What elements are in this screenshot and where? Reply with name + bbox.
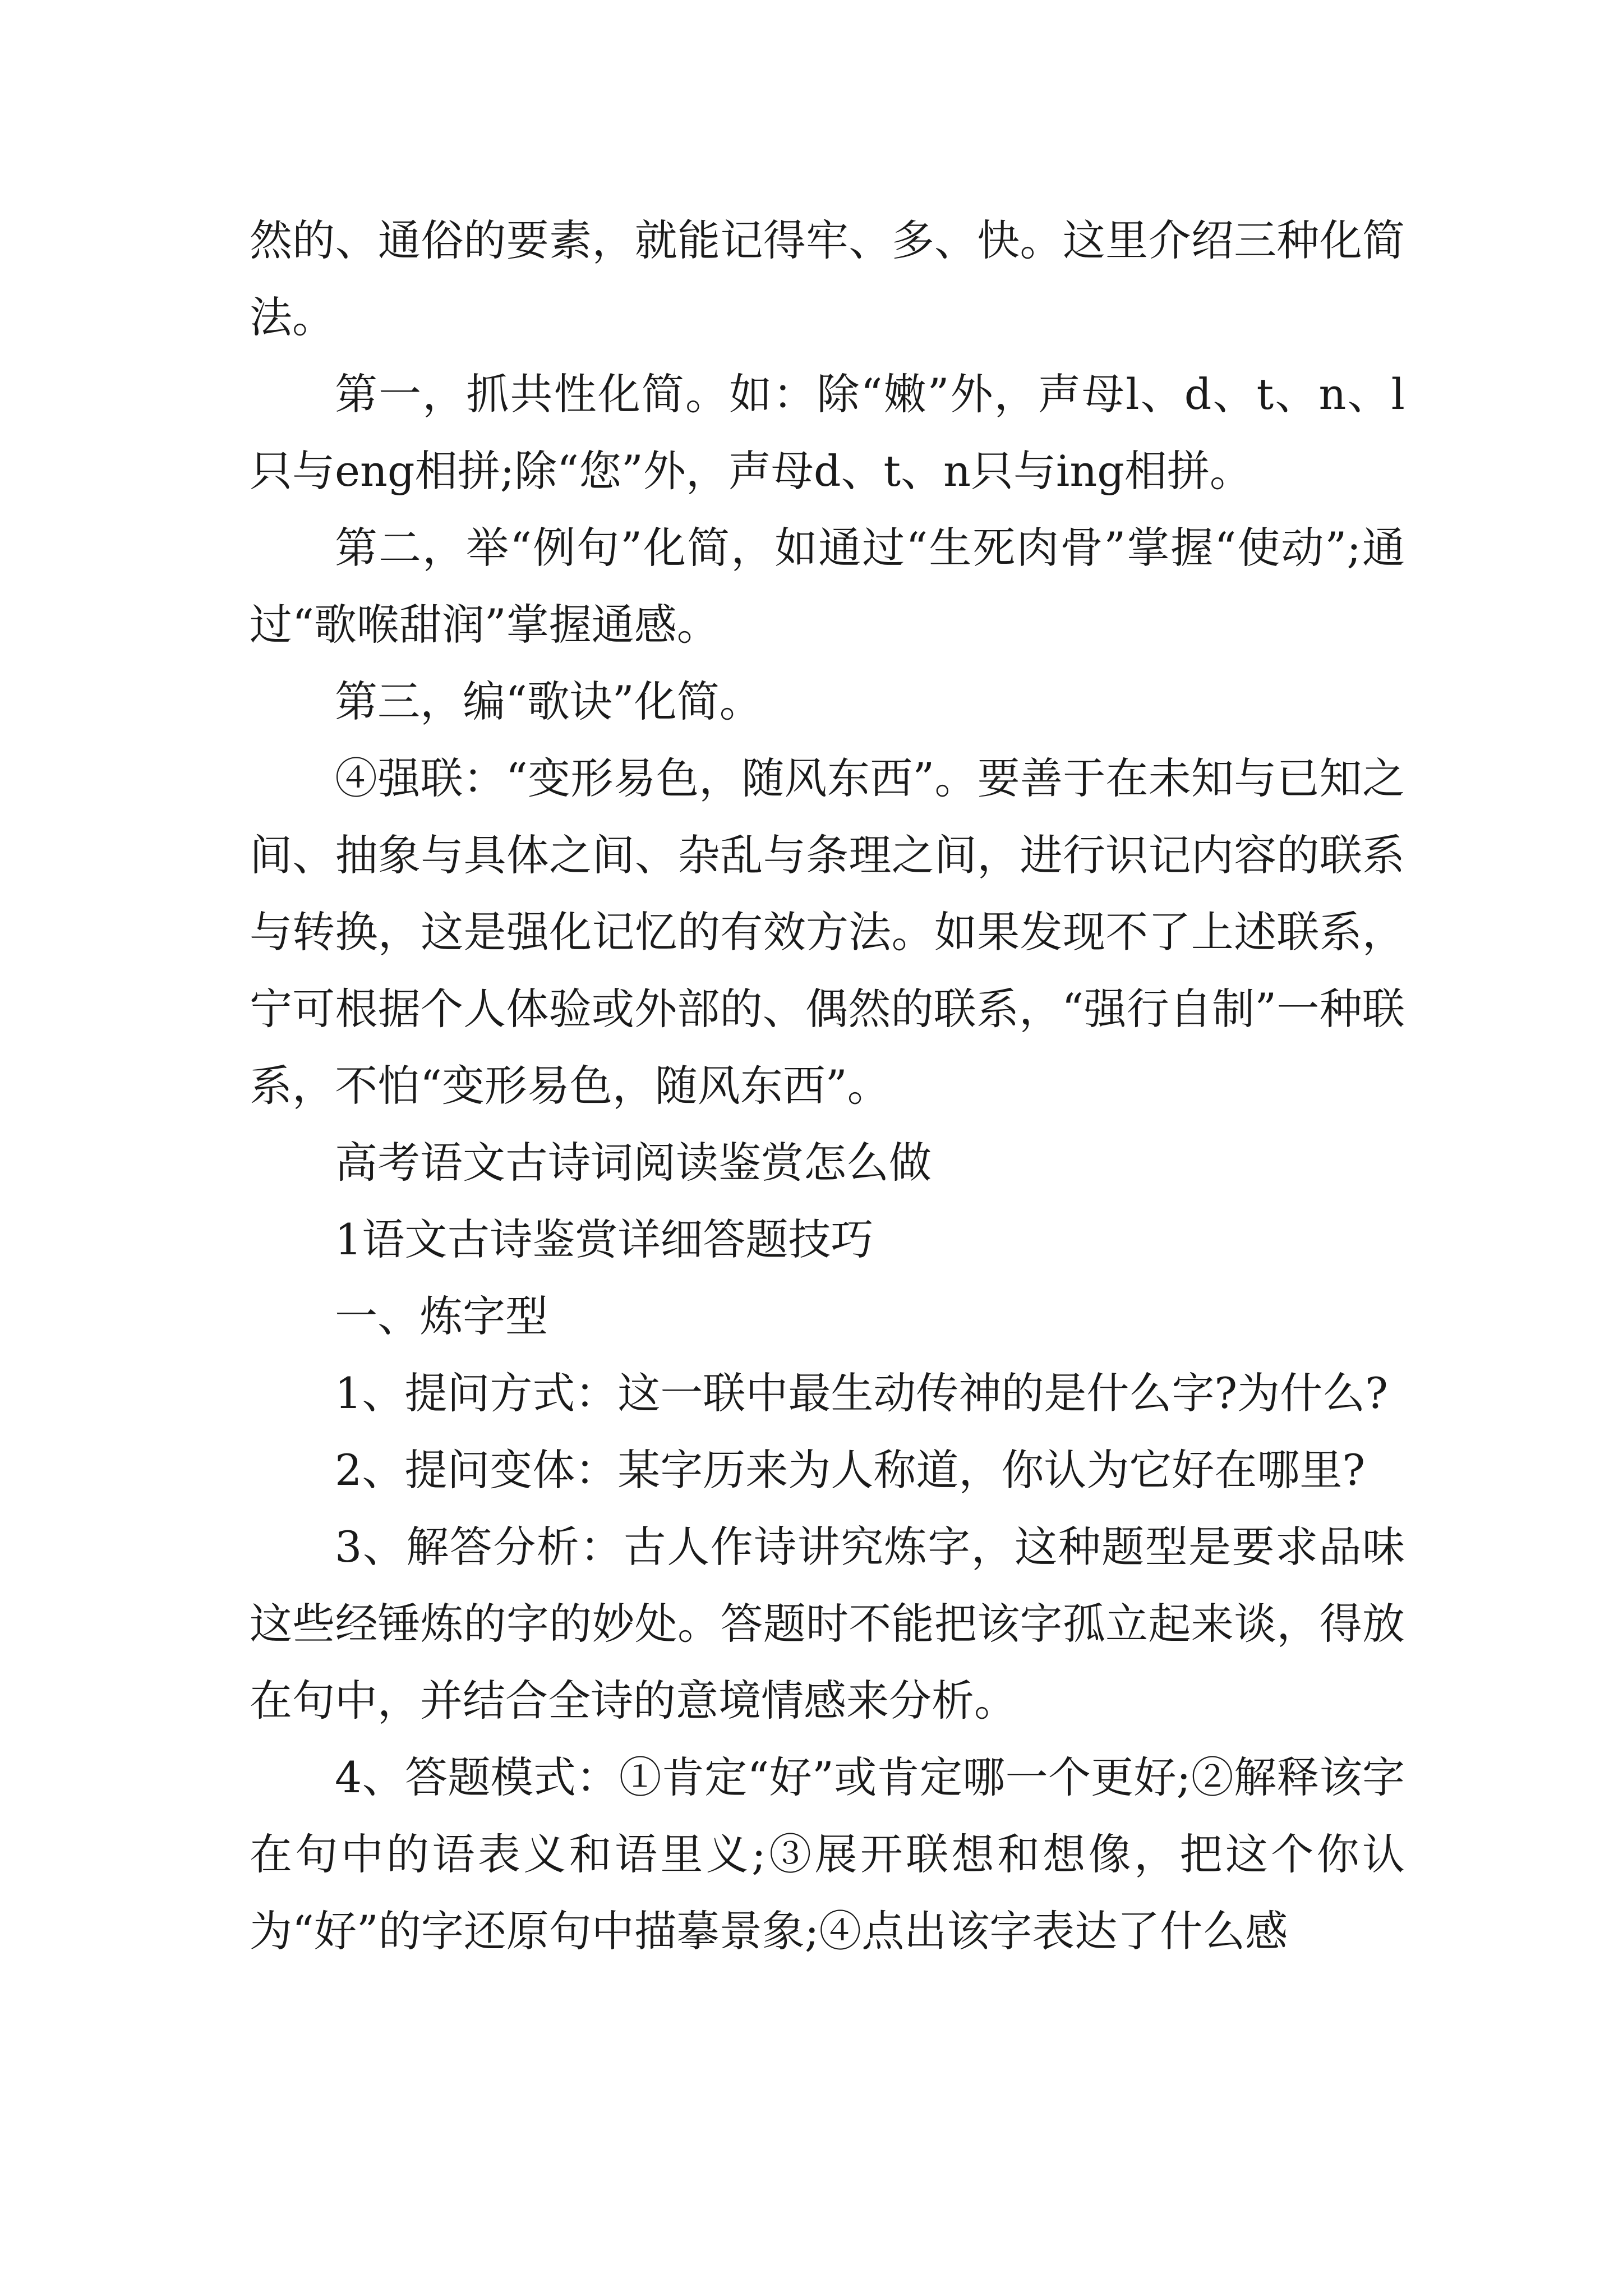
document-body [250, 202, 1405, 1970]
list-item-answer-pattern: 4、答题模式：①肯定“好”或肯定哪一个更好;②解释该字在句中的语表义和语里义;③展开联想和想像，把这个你认为“好”的字还原句中描摹景象;④点出该字表达了什么感 [250, 1752, 1405, 1956]
paragraph-method-one: 第一，抓共性化简。如：除“嫩”外，声母l、d、t、n、l只与eng相拼;除“您”外，声母d、t、n只与ing相拼。 [250, 369, 1405, 496]
paragraph-intro-continuation: 然的、通俗的要素，就能记得牢、多、快。这里介绍三种化简法。 [250, 215, 1405, 342]
paragraph-method-three: 第三，编“歌诀”化简。 [335, 677, 762, 726]
category-heading: 一、炼字型 [335, 1291, 548, 1341]
list-item-analysis: 3、解答分析：古人作诗讲究炼字，这种题型是要求品味这些经锤炼的字的妙处。答题时不能把该字孤立起来谈，得放在句中，并结合全诗的意境情感来分析。 [250, 1522, 1405, 1726]
section-heading: 高考语文古诗词阅读鉴赏怎么做 [335, 1138, 932, 1188]
subsection-heading: 1语文古诗鉴赏详细答题技巧 [335, 1214, 874, 1264]
list-item-question-form: 1、提问方式：这一联中最生动传神的是什么字?为什么? [335, 1368, 1388, 1418]
paragraph-strong-link: ④强联：“变形易色，随风东西”。要善于在未知与已知之间、抽象与具体之间、杂乱与条理之间，进行识记内容的联系与转换，这是强化记忆的有效方法。如果发现不了上述联系，宁可根据个人体验或外部的、偶然的联系，“强行自制”一种联系，不怕“变形易色，随风东西”。 [250, 753, 1405, 1111]
paragraph-method-two: 第二，举“例句”化简，如通过“生死肉骨”掌握“使动”;通过“歌喉甜润”掌握通感。 [250, 523, 1405, 650]
list-item-question-variant: 2、提问变体：某字历来为人称道，你认为它好在哪里? [335, 1445, 1366, 1495]
